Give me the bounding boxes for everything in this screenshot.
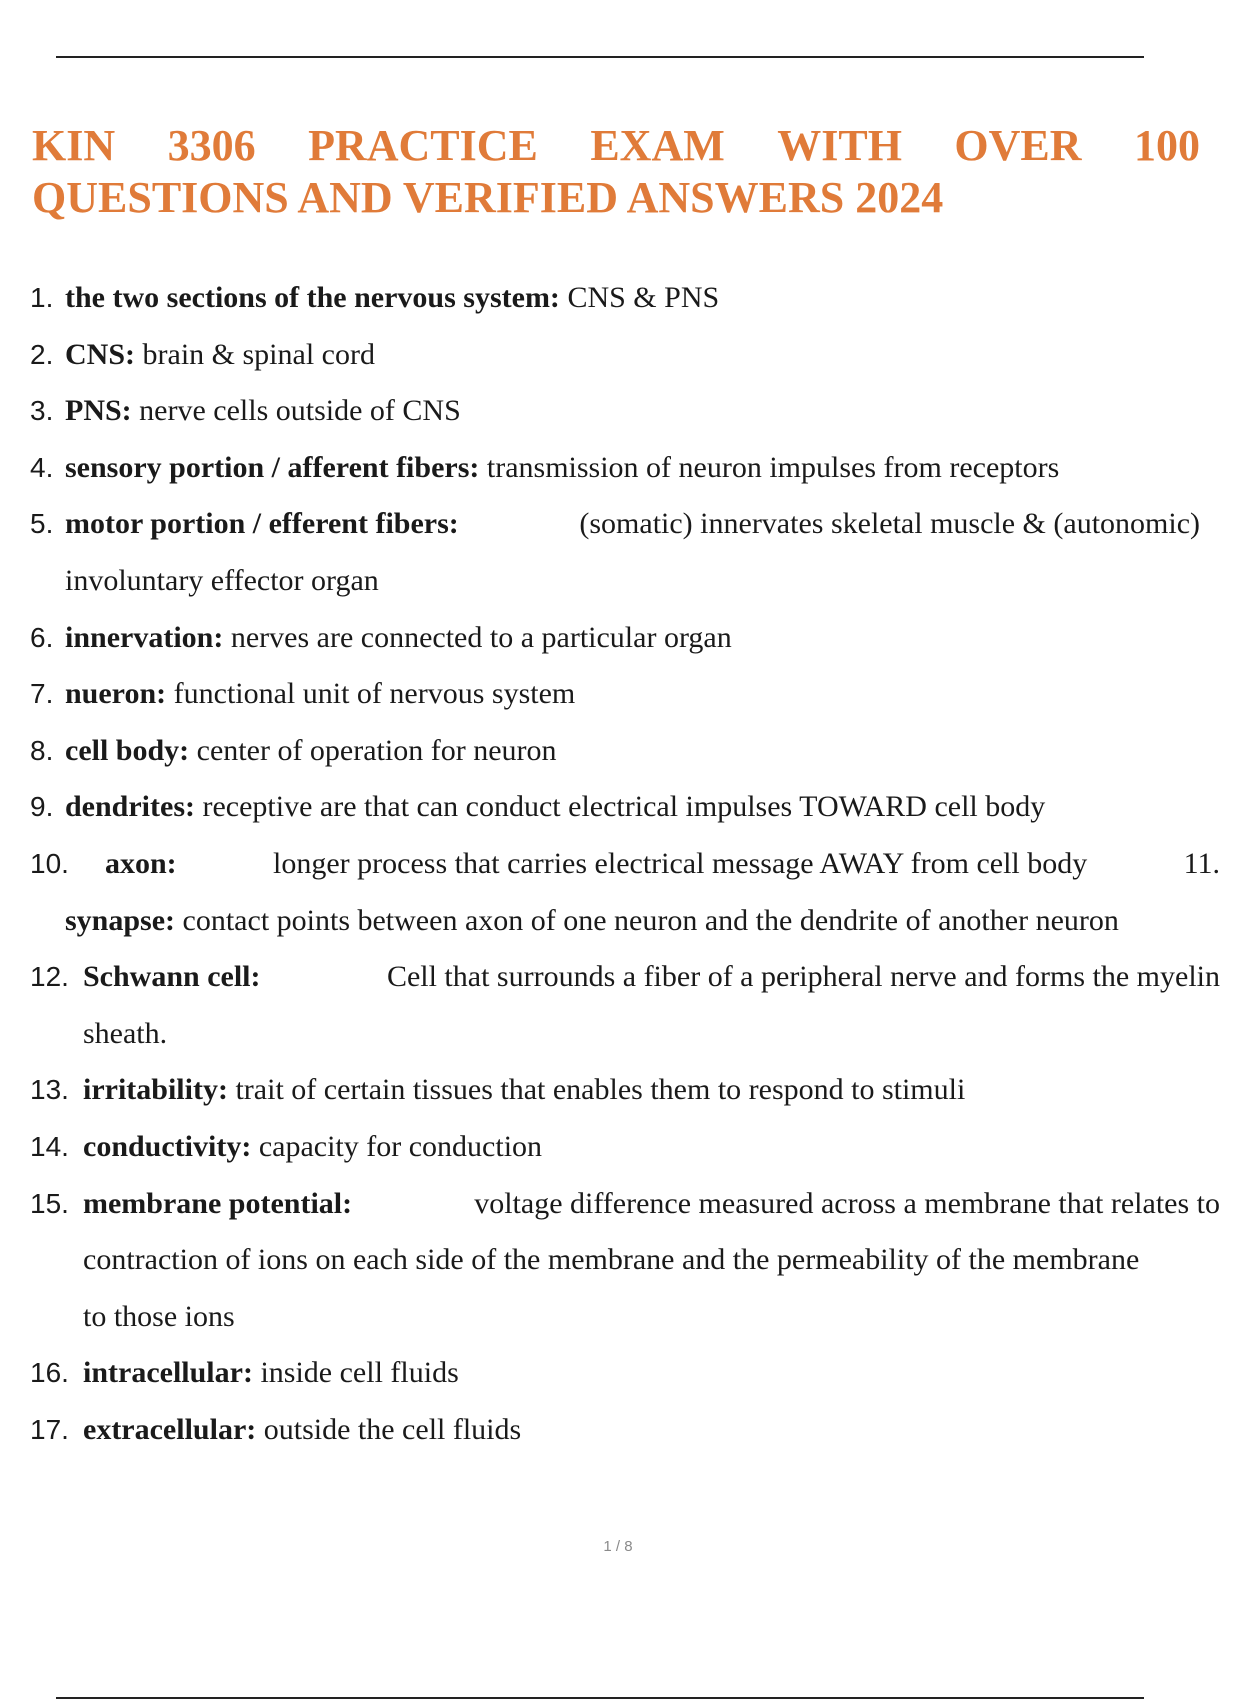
item-body — [83, 1119, 1200, 1176]
item-term: Schwann cell: — [83, 960, 261, 994]
item-definition: CNS & PNS — [567, 281, 720, 314]
item-number: 8. — [30, 734, 54, 766]
title-line-1 — [32, 120, 1200, 172]
list-item — [0, 1119, 1200, 1176]
bottom-rule — [56, 1697, 1144, 1699]
item-term: conductivity: — [83, 1129, 252, 1163]
title-word: WITH — [777, 121, 902, 170]
item-definition: center of operation for neuron — [196, 733, 557, 767]
item-number: 14. — [30, 1130, 69, 1162]
title-word: OVER — [954, 121, 1082, 170]
item-definition: functional unit of nervous system — [173, 677, 576, 711]
item-term: axon: — [105, 846, 177, 880]
item-line — [83, 1176, 1220, 1233]
item-line — [83, 949, 1220, 1006]
item-continuation — [65, 893, 1200, 950]
item-term: dendrites: — [65, 790, 195, 824]
list-item — [0, 383, 1200, 440]
item-number: 5. — [30, 508, 54, 540]
list-item — [0, 949, 1220, 1062]
item-definition: trait of certain tissues that enables them to respond to stimuli — [235, 1073, 966, 1107]
item-body — [65, 723, 1200, 780]
item-number: 10. — [30, 847, 69, 879]
item-body — [65, 327, 1200, 384]
item-continuation: contraction of ions on each side of the membrane and the permeability of the membrane — [83, 1243, 1140, 1277]
item-term: nueron: — [65, 677, 167, 711]
item-body — [65, 440, 1200, 497]
item-definition: voltage difference measured across a membrane that relates to — [474, 1186, 1220, 1220]
item-continuation: to those ions — [83, 1299, 235, 1333]
item-term: the two sections of the nervous system: — [65, 281, 560, 314]
item-trailing-number: 11. — [1183, 846, 1220, 880]
list-item — [0, 1345, 1200, 1402]
item-body — [83, 1345, 1200, 1402]
item-number: 9. — [30, 791, 54, 823]
item-definition: longer process that carries electrical message AWAY from cell body — [273, 846, 1088, 880]
list-item — [0, 779, 1200, 836]
item-definition: receptive are that can conduct electrical impulses TOWARD cell body — [202, 790, 1046, 824]
list-item — [0, 610, 1200, 667]
item-number: 7. — [30, 678, 54, 710]
list-item — [0, 723, 1200, 780]
item-body — [65, 666, 1200, 723]
item-continuation: sheath. — [83, 1016, 168, 1050]
list-item — [0, 1402, 1200, 1459]
list-item — [0, 270, 1200, 327]
item-line — [65, 836, 1220, 893]
document-title — [32, 120, 1200, 224]
item-term: intracellular: — [83, 1356, 253, 1390]
item-term: innervation: — [65, 620, 224, 654]
item-number: 13. — [30, 1074, 69, 1106]
title-line-2: QUESTIONS AND VERIFIED ANSWERS 2024 — [32, 173, 944, 222]
item-definition: contact points between axon of one neuron and the dendrite of another neuron — [182, 903, 1119, 937]
list-item — [0, 666, 1200, 723]
list-item — [0, 327, 1200, 384]
item-definition: brain & spinal cord — [142, 337, 375, 371]
item-body — [83, 1402, 1200, 1459]
item-body — [83, 1062, 1200, 1119]
item-body — [65, 270, 1200, 327]
item-definition: nerves are connected to a particular organ — [230, 620, 732, 654]
title-word: 100 — [1134, 121, 1200, 170]
list-item — [0, 496, 1200, 609]
list-item — [0, 1176, 1220, 1346]
item-term: synapse: — [65, 903, 176, 937]
item-body — [65, 496, 1200, 609]
title-word: EXAM — [590, 121, 725, 170]
item-definition: outside the cell fluids — [263, 1412, 522, 1446]
item-definition: inside cell fluids — [260, 1356, 459, 1390]
list-item — [0, 440, 1200, 497]
item-body — [65, 383, 1200, 440]
item-number: 6. — [30, 621, 54, 653]
list-item — [0, 1062, 1200, 1119]
item-body — [65, 610, 1200, 667]
question-list — [0, 270, 1220, 1458]
title-word: KIN — [32, 121, 116, 170]
title-word: 3306 — [167, 121, 256, 170]
item-number: 1. — [30, 282, 54, 313]
title-word: PRACTICE — [308, 121, 538, 170]
item-body — [65, 836, 1220, 949]
item-body — [83, 1176, 1220, 1346]
list-item — [0, 836, 1220, 949]
item-term: irritability: — [83, 1073, 228, 1107]
item-number: 2. — [30, 338, 54, 370]
item-continuation: involuntary effector organ — [65, 563, 379, 597]
item-definition: capacity for conduction — [258, 1129, 543, 1163]
item-number: 17. — [30, 1413, 69, 1445]
item-term: cell body: — [65, 733, 190, 767]
item-number: 15. — [30, 1187, 69, 1219]
item-term: PNS: — [65, 394, 132, 428]
item-term: membrane potential: — [83, 1186, 353, 1220]
item-definition: transmission of neuron impulses from receptors — [486, 450, 1060, 484]
item-definition: Cell that surrounds a fiber of a peripheral nerve and forms the myelin — [386, 960, 1220, 994]
item-number: 12. — [30, 961, 69, 993]
item-body — [65, 779, 1200, 836]
item-number: 4. — [30, 451, 54, 483]
top-rule — [56, 56, 1144, 58]
item-term: CNS: — [65, 337, 136, 371]
item-body — [83, 949, 1220, 1062]
item-number: 3. — [30, 395, 54, 427]
item-number: 16. — [30, 1357, 69, 1389]
item-definition: nerve cells outside of CNS — [139, 394, 461, 428]
item-term: extracellular: — [83, 1412, 257, 1446]
page-number: 1 / 8 — [603, 1538, 633, 1555]
item-line — [65, 496, 1200, 553]
item-term: sensory portion / afferent fibers: — [65, 450, 480, 484]
item-definition: (somatic) innervates skeletal muscle & (autonomic) — [579, 507, 1200, 541]
item-term: motor portion / efferent fibers: — [65, 507, 459, 541]
